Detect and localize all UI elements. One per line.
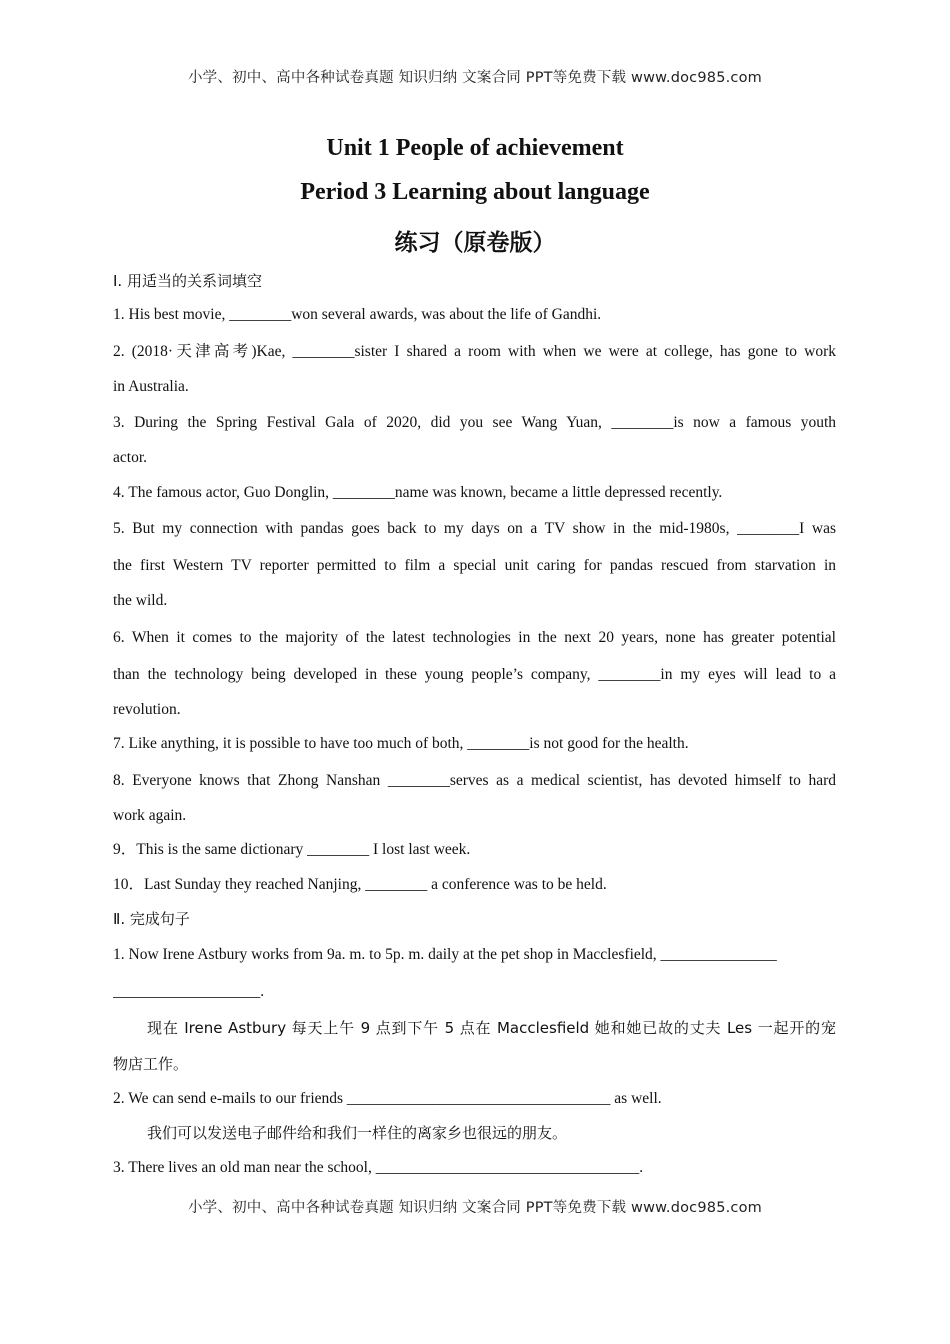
- question-2: [113, 333, 836, 405]
- header-banner: 小学、初中、高中各种试卷真题 知识归纳 文案合同 PPT等免费下载 www.doc985.com: [187, 70, 763, 86]
- question-line: 7. Like anything, it is possible to have too much of both, ________is not good for the health.: [113, 735, 689, 752]
- question-5: [113, 510, 836, 619]
- exercise-title: 练习（原卷版）: [394, 230, 556, 256]
- question-line: 9．This is the same dictionary ________ I lost last week.: [113, 841, 471, 858]
- question-3: [113, 404, 836, 476]
- footer-banner: 小学、初中、高中各种试卷真题 知识归纳 文案合同 PPT等免费下载 www.doc985.com: [187, 1200, 763, 1216]
- question-line: 10．Last Sunday they reached Nanjing, ________ a conference was to be held.: [113, 875, 607, 893]
- question-line: the wild.: [113, 592, 168, 609]
- question-6: [113, 619, 836, 728]
- question-line: 3. During the Spring Festival Gala of 2020, did you see Wang Yuan, ________is now a famous youth: [113, 414, 836, 431]
- sentence-3: [113, 1151, 836, 1186]
- question-line: 4. The famous actor, Guo Donglin, ________name was known, became a little depressed recently.: [113, 483, 723, 501]
- question-line: than the technology being developed in these young people’s company, ________in my eyes will lead to a: [113, 665, 836, 683]
- section-2-heading: Ⅱ. 完成句子: [113, 910, 190, 928]
- period-title: Period 3 Learning about language: [300, 179, 650, 205]
- question-line: 2. (2018·天津高考)Kae, ________sister I shared a room with when we were at college, has gone to work: [113, 342, 836, 360]
- exercise-content: [113, 264, 836, 1185]
- question-line: 1. His best movie, ________won several awards, was about the life of Gandhi.: [113, 306, 602, 323]
- sentence-1: [113, 936, 836, 1082]
- question-4: [113, 476, 836, 511]
- sentence-2: [113, 1082, 836, 1151]
- question-line: revolution.: [113, 700, 181, 718]
- question-1: [113, 298, 836, 333]
- question-line: 1. Now Irene Astbury works from 9a. m. to 5p. m. daily at the pet shop in Macclesfield, _______________: [113, 946, 777, 963]
- question-line: the first Western TV reporter permitted to film a special unit caring for pandas rescued from starvation in: [113, 557, 836, 574]
- section-1-heading: Ⅰ. 用适当的关系词填空: [113, 272, 262, 290]
- translation-line: 现在 Irene Astbury 每天上午 9 点到下午 5 点在 Macclesfield 她和她已故的丈夫 Les 一起开的宠: [147, 1019, 836, 1037]
- question-8: [113, 762, 836, 834]
- question-line: 6. When it comes to the majority of the latest technologies in the next 20 years, none has greater potential: [113, 628, 836, 646]
- question-7: [113, 727, 836, 762]
- question-line: 3. There lives an old man near the school, __________________________________.: [113, 1158, 644, 1176]
- translation-line: 我们可以发送电子邮件给和我们一样住的离家乡也很远的朋友。: [147, 1124, 568, 1142]
- question-line: 8. Everyone knows that Zhong Nanshan ________serves as a medical scientist, has devoted himself to hard: [113, 771, 836, 789]
- question-line: ___________________.: [113, 983, 265, 1000]
- question-line: 2. We can send e-mails to our friends __________________________________ as well.: [113, 1089, 662, 1107]
- question-line: 5. But my connection with pandas goes back to my days on a TV show in the mid-1980s, ________I was: [113, 520, 836, 537]
- question-line: work again.: [113, 806, 187, 824]
- question-line: in Australia.: [113, 377, 189, 395]
- question-line: actor.: [113, 449, 147, 466]
- question-9: [113, 833, 836, 868]
- unit-title: Unit 1 People of achievement: [326, 135, 624, 161]
- translation-line: 物店工作。: [113, 1055, 189, 1073]
- question-10: [113, 868, 836, 903]
